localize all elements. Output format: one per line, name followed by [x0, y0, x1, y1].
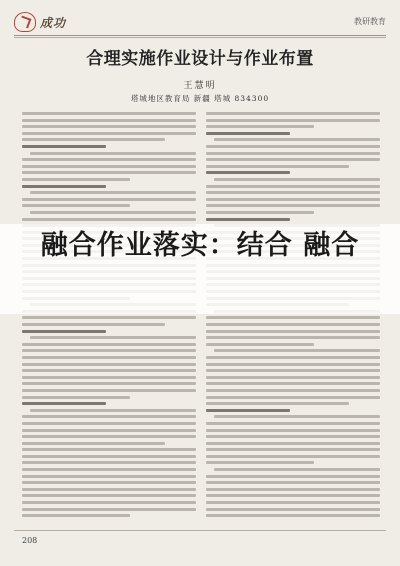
text-line-placeholder — [206, 455, 380, 458]
text-line-placeholder — [206, 112, 380, 115]
text-line-placeholder — [22, 514, 130, 517]
text-line-placeholder — [22, 198, 196, 201]
page-header — [14, 10, 386, 36]
text-line-placeholder — [206, 402, 349, 405]
text-line-placeholder — [22, 178, 130, 181]
text-line-placeholder — [206, 132, 290, 135]
text-line-placeholder — [22, 218, 196, 221]
text-line-placeholder — [22, 376, 196, 379]
text-line-placeholder — [22, 435, 196, 438]
text-line-placeholder — [206, 343, 314, 346]
text-line-placeholder — [22, 363, 196, 366]
text-line-placeholder — [206, 514, 380, 517]
text-line-placeholder — [30, 409, 196, 412]
text-line-placeholder — [206, 356, 380, 359]
text-line-placeholder — [22, 501, 196, 504]
text-line-placeholder — [214, 178, 380, 181]
text-line-placeholder — [206, 508, 380, 511]
header-divider — [14, 35, 386, 36]
text-line-placeholder — [206, 481, 380, 484]
article-affiliation: 塔城地区教育局 新疆 塔城 834300 — [130, 94, 270, 103]
section-label: 教研教育 — [354, 17, 386, 26]
footer-divider — [14, 530, 386, 531]
text-line-placeholder — [30, 336, 196, 339]
text-line-placeholder — [22, 349, 196, 352]
text-line-placeholder — [206, 152, 380, 155]
text-line-placeholder — [206, 316, 380, 319]
text-line-placeholder — [22, 494, 196, 497]
text-line-placeholder — [22, 488, 196, 491]
text-line-placeholder — [206, 435, 380, 438]
text-line-placeholder — [206, 429, 380, 432]
overlay-headline: 融合作业落实：结合 融合 — [40, 230, 360, 261]
text-line-placeholder — [22, 171, 196, 174]
text-line-placeholder — [206, 323, 380, 326]
text-line-placeholder — [22, 356, 196, 359]
text-line-placeholder — [22, 204, 130, 207]
page-number: 208 — [22, 536, 38, 545]
text-line-placeholder — [206, 198, 380, 201]
text-line-placeholder — [206, 171, 290, 174]
text-line-placeholder — [206, 396, 380, 399]
text-line-placeholder — [22, 415, 196, 418]
text-line-placeholder — [206, 211, 314, 214]
text-line-placeholder — [206, 422, 380, 425]
text-line-placeholder — [206, 475, 380, 478]
text-line-placeholder — [206, 382, 380, 385]
text-line-placeholder — [206, 448, 380, 451]
text-line-placeholder — [214, 349, 380, 352]
text-line-placeholder — [206, 165, 349, 168]
text-line-placeholder — [206, 442, 380, 445]
text-line-placeholder — [22, 481, 196, 484]
text-line-placeholder — [206, 330, 380, 333]
text-line-placeholder — [22, 396, 130, 399]
text-line-placeholder — [22, 382, 196, 385]
text-line-placeholder — [206, 125, 314, 128]
text-line-placeholder — [206, 119, 380, 122]
text-line-placeholder — [30, 211, 196, 214]
text-line-placeholder — [214, 138, 380, 141]
text-line-placeholder — [22, 508, 196, 511]
text-line-placeholder — [206, 488, 380, 491]
text-line-placeholder — [22, 422, 196, 425]
text-line-placeholder — [22, 165, 196, 168]
text-line-placeholder — [22, 461, 196, 464]
text-line-placeholder — [22, 429, 196, 432]
text-line-placeholder — [214, 468, 380, 471]
text-line-placeholder — [22, 112, 196, 115]
text-line-placeholder — [206, 501, 380, 504]
body-column-right — [206, 112, 380, 520]
text-line-placeholder — [206, 145, 380, 148]
text-line-placeholder — [22, 138, 165, 141]
article-title: 合理实施作业设计与作业布置 — [86, 49, 314, 69]
text-line-placeholder — [206, 461, 314, 464]
text-line-placeholder — [206, 158, 380, 161]
body-column-left — [22, 112, 196, 520]
text-line-placeholder — [206, 204, 380, 207]
text-line-placeholder — [206, 389, 380, 392]
text-line-placeholder — [22, 455, 196, 458]
text-line-placeholder — [22, 468, 196, 471]
article-author: 王慧明 — [183, 81, 217, 91]
text-line-placeholder — [206, 409, 290, 412]
text-line-placeholder — [22, 323, 165, 326]
text-line-placeholder — [206, 218, 290, 221]
header-divider-thin — [14, 37, 386, 38]
text-line-placeholder — [206, 185, 380, 188]
text-line-placeholder — [22, 119, 196, 122]
text-line-placeholder — [22, 369, 196, 372]
text-line-placeholder — [22, 158, 196, 161]
text-line-placeholder — [22, 145, 106, 148]
text-line-placeholder — [22, 402, 106, 405]
text-line-placeholder — [206, 363, 380, 366]
text-line-placeholder — [22, 125, 196, 128]
text-line-placeholder — [206, 494, 380, 497]
text-line-placeholder — [206, 376, 380, 379]
text-line-placeholder — [206, 336, 380, 339]
text-line-placeholder — [30, 191, 196, 194]
text-line-placeholder — [22, 389, 196, 392]
journal-brand: 成功 — [40, 16, 67, 30]
text-line-placeholder — [30, 152, 196, 155]
text-line-placeholder — [22, 343, 196, 346]
text-line-placeholder — [22, 442, 165, 445]
text-line-placeholder — [22, 448, 196, 451]
text-line-placeholder — [206, 369, 380, 372]
text-line-placeholder — [214, 415, 380, 418]
text-line-placeholder — [22, 475, 196, 478]
text-line-placeholder — [22, 316, 196, 319]
text-line-placeholder — [22, 185, 106, 188]
text-line-placeholder — [22, 330, 106, 333]
text-line-placeholder — [22, 132, 196, 135]
text-line-placeholder — [206, 191, 380, 194]
journal-logo-icon — [14, 12, 36, 32]
